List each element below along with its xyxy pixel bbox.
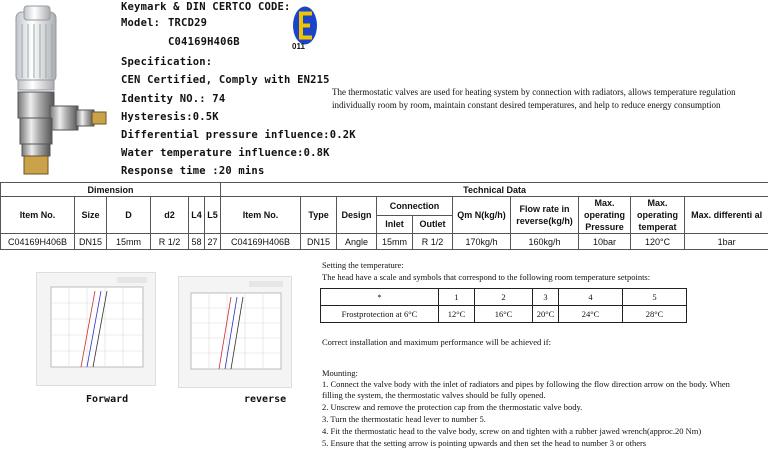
col-d: D xyxy=(107,197,151,234)
mounting-step: 1. Connect the valve body with the inlet of radiators and pipes by following the flow direction arrow on the body. When xyxy=(322,379,730,389)
setpoint-header-cell: * xyxy=(321,289,439,306)
col-d2: d2 xyxy=(151,197,189,234)
setpoint-value-row xyxy=(321,306,687,323)
setpoint-header-cell: 1 xyxy=(439,289,475,306)
hysteresis: Hysteresis:0.5K xyxy=(121,111,219,123)
col-l5: L5 xyxy=(205,197,221,234)
cell-design: Angle xyxy=(337,234,377,250)
col-qm: Qm N(kg/h) xyxy=(453,197,511,234)
cell-flow-rate: 160kg/h xyxy=(511,234,579,250)
product-photo xyxy=(2,0,114,178)
mounting-step: filling the system, the thermostatic valves should be fully opened. xyxy=(322,390,546,400)
col-connection: Connection xyxy=(377,197,453,216)
col-max-temperature: Max. operating temperat xyxy=(631,197,685,234)
cell-qm: 170kg/h xyxy=(453,234,511,250)
mounting-step: 5. Ensure that the setting arrow is pointing upwards and then set the head to number 3 or others xyxy=(322,438,647,448)
reverse-chart-caption: reverse xyxy=(244,394,287,405)
cell-max-temperature: 120°C xyxy=(631,234,685,250)
setpoint-value-cell: Frostprotection at 6°C xyxy=(321,306,439,323)
mounting-step: 3. Turn the thermostatic head lever to number 5. xyxy=(322,414,486,424)
product-description: The thermostatic valves are used for heating system by connection with radiators, allows temperature regulation individually room by room, maintain constant desired temperatures, and help to reduce energy consumption xyxy=(332,87,736,110)
cell-l5: 27 xyxy=(205,234,221,250)
cell-l4: 58 xyxy=(189,234,205,250)
setpoint-value-cell: 12°C xyxy=(439,306,475,323)
setpoint-table xyxy=(320,288,687,323)
setpoint-value-cell: 28°C xyxy=(623,306,687,323)
cell-type: DN15 xyxy=(301,234,337,250)
certification-number: 011 xyxy=(292,42,305,51)
setpoint-value-cell: 24°C xyxy=(559,306,623,323)
cell-size: DN15 xyxy=(75,234,107,250)
model-label: Model: xyxy=(121,17,161,29)
col-l4: L4 xyxy=(189,197,205,234)
cell-inlet: 15mm xyxy=(377,234,413,250)
mounting-step: 4. Fit the thermostatic head to the valve body, screw on and tighten with a rubber jawed wrench(approc.20 Nm) xyxy=(322,426,702,436)
setting-intro: The head have a scale and symbols that correspond to the following room temperature setpoints: xyxy=(322,272,651,282)
cell-d: 15mm xyxy=(107,234,151,250)
specification-table xyxy=(0,182,768,250)
setpoint-value-cell: 20°C xyxy=(533,306,559,323)
cell-d2: R 1/2 xyxy=(151,234,189,250)
cen-certification: CEN Certified, Comply with EN215 xyxy=(121,74,330,86)
col-flow-rate-reverse: Flow rate in reverse(kg/h) xyxy=(511,197,579,234)
table-row xyxy=(1,234,768,250)
mounting-step: 2. Unscrew and remove the protection cap from the thermostatic valve body. xyxy=(322,402,583,412)
keymark-code-label: Keymark & DIN CERTCO CODE: xyxy=(121,1,291,13)
col-design: Design xyxy=(337,197,377,234)
setpoint-header-cell: 3 xyxy=(533,289,559,306)
forward-test-chart-image xyxy=(36,272,156,386)
water-temperature-influence: Water temperature influence:0.8K xyxy=(121,147,330,159)
setpoint-header-cell: 5 xyxy=(623,289,687,306)
dimension-group-header: Dimension xyxy=(1,183,221,197)
setpoint-header-cell: 4 xyxy=(559,289,623,306)
forward-chart-caption: Forward xyxy=(86,394,129,405)
col-item-no-2: Item No. xyxy=(221,197,301,234)
setting-title: Setting the temperature: xyxy=(322,260,404,270)
setpoint-header-row xyxy=(321,289,687,306)
model-code: C04169H406B xyxy=(168,36,240,48)
col-type: Type xyxy=(301,197,337,234)
response-time: Response time :20 mins xyxy=(121,165,265,177)
col-item-no: Item No. xyxy=(1,197,75,234)
technical-data-group-header: Technical Data xyxy=(221,183,768,197)
identity-number: Identity NO.: 74 xyxy=(121,93,226,105)
col-max-differential: Max. differenti al xyxy=(685,197,768,234)
setpoint-value-cell: 16°C xyxy=(475,306,533,323)
cell-item-no-2: C04169H406B xyxy=(221,234,301,250)
cell-item-no: C04169H406B xyxy=(1,234,75,250)
correct-installation-note: Correct installation and maximum performance will be achieved if: xyxy=(322,337,551,347)
reverse-test-chart-image xyxy=(178,276,292,388)
setpoint-header-cell: 2 xyxy=(475,289,533,306)
cell-outlet: R 1/2 xyxy=(413,234,453,250)
col-inlet: Inlet xyxy=(377,215,413,234)
col-max-pressure: Max. operating Pressure xyxy=(579,197,631,234)
cell-max-differential: 1bar xyxy=(685,234,768,250)
col-outlet: Outlet xyxy=(413,215,453,234)
model-value: TRCD29 xyxy=(168,17,208,29)
cell-max-pressure: 10bar xyxy=(579,234,631,250)
specification-heading: Specification: xyxy=(121,56,213,68)
col-size: Size xyxy=(75,197,107,234)
differential-pressure-influence: Differential pressure influence:0.2K xyxy=(121,129,356,141)
mounting-title: Mounting: xyxy=(322,368,358,378)
